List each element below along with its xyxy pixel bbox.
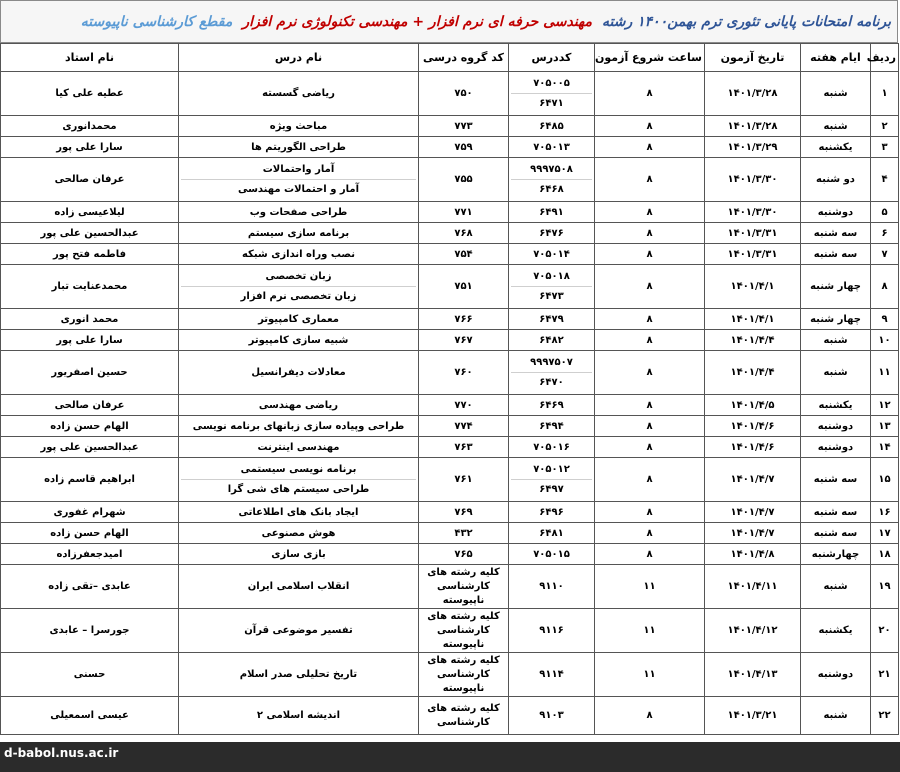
exam-date: ۱۴۰۱/۴/۴ — [705, 351, 801, 395]
exam-date: ۱۴۰۱/۳/۳۱ — [705, 223, 801, 244]
table-row — [1, 416, 899, 437]
exam-day: شنبه — [801, 697, 871, 735]
header-course: نام درس — [179, 44, 419, 72]
course-name-cell — [179, 416, 419, 437]
table-row — [1, 72, 899, 116]
exam-date: ۱۴۰۱/۴/۷ — [705, 502, 801, 523]
table-row — [1, 395, 899, 416]
course-code: ۷۰۵۰۱۴ — [533, 248, 570, 260]
course-name-cell — [179, 223, 419, 244]
group-code: ۷۷۳ — [419, 116, 509, 137]
course-code: ۶۴۶۹ — [539, 399, 564, 411]
group-code: کلیه رشته های کارشناسی ناپیوسته — [419, 653, 509, 697]
row-number: ۲۱ — [871, 653, 899, 697]
professor-name: جورسرا – عابدی — [1, 609, 179, 653]
group-code: کلیه رشته های کارشناسی ناپیوسته — [419, 565, 509, 609]
table-body — [1, 72, 899, 735]
course-name: نصب وراه اندازی شبکه — [241, 248, 356, 260]
course-name-cell — [179, 351, 419, 395]
course-name-cell — [179, 653, 419, 697]
group-code: ۷۵۰ — [419, 72, 509, 116]
exam-time: ۸ — [595, 523, 705, 544]
row-number: ۲۲ — [871, 697, 899, 735]
course-name: زبان تخصصی نرم افزار — [181, 286, 416, 306]
table-row — [1, 158, 899, 202]
table-row — [1, 697, 899, 735]
course-name: انقلاب اسلامی ایران — [247, 581, 350, 592]
group-code: کلیه رشته های کارشناسی — [419, 697, 509, 735]
professor-name: عبدالحسین علی پور — [1, 437, 179, 458]
course-code: ۶۴۹۴ — [539, 420, 564, 432]
exam-time: ۸ — [595, 502, 705, 523]
title-bar — [0, 0, 898, 43]
exam-date: ۱۴۰۱/۴/۷ — [705, 523, 801, 544]
header-row — [1, 44, 899, 72]
course-code: ۶۴۹۶ — [539, 506, 564, 518]
header-time: ساعت شروع آزمون — [595, 44, 705, 72]
exam-time: ۸ — [595, 244, 705, 265]
exam-day: چهار شنبه — [801, 265, 871, 309]
course-code-cell — [509, 351, 595, 395]
exam-date: ۱۴۰۱/۴/۱۳ — [705, 653, 801, 697]
exam-date: ۱۴۰۱/۳/۲۸ — [705, 72, 801, 116]
exam-day: دوشنبه — [801, 653, 871, 697]
course-name-cell — [179, 565, 419, 609]
exam-date: ۱۴۰۱/۴/۶ — [705, 416, 801, 437]
table-row — [1, 351, 899, 395]
row-number: ۱۸ — [871, 544, 899, 565]
course-code: ۷۰۵۰۱۳ — [533, 141, 570, 153]
header-date: تاریخ آزمون — [705, 44, 801, 72]
table-row — [1, 653, 899, 697]
course-code: ۹۱۱۴ — [539, 669, 564, 680]
course-code: ۶۴۹۱ — [539, 206, 564, 218]
exam-date: ۱۴۰۱/۳/۳۰ — [705, 202, 801, 223]
exam-day: شنبه — [801, 116, 871, 137]
exam-day: یکشنبه — [801, 609, 871, 653]
exam-date: ۱۴۰۱/۳/۲۹ — [705, 137, 801, 158]
course-code-cell — [509, 653, 595, 697]
row-number: ۲۰ — [871, 609, 899, 653]
professor-name: عبدالحسین علی پور — [1, 223, 179, 244]
course-name: هوش مصنوعی — [261, 527, 336, 539]
group-code: ۷۶۰ — [419, 351, 509, 395]
group-code: ۷۶۸ — [419, 223, 509, 244]
table-row — [1, 265, 899, 309]
row-number: ۱۳ — [871, 416, 899, 437]
row-number: ۱۲ — [871, 395, 899, 416]
exam-day: سه شنبه — [801, 502, 871, 523]
group-code: ۷۶۳ — [419, 437, 509, 458]
exam-day: دو شنبه — [801, 158, 871, 202]
professor-name: ابراهیم قاسم زاده — [1, 458, 179, 502]
exam-time: ۸ — [595, 544, 705, 565]
course-code-cell — [509, 116, 595, 137]
course-code: ۷۰۵۰۰۵ — [533, 78, 570, 89]
exam-time: ۱۱ — [595, 565, 705, 609]
professor-name: الهام حسن زاده — [1, 523, 179, 544]
header-day: ایام هفته — [801, 44, 871, 72]
course-name: آمار و احتمالات مهندسی — [181, 179, 416, 199]
row-number: ۴ — [871, 158, 899, 202]
exam-date: ۱۴۰۱/۳/۲۸ — [705, 116, 801, 137]
exam-day: سه شنبه — [801, 244, 871, 265]
table-row — [1, 523, 899, 544]
exam-date: ۱۴۰۱/۴/۱ — [705, 309, 801, 330]
exam-day: شنبه — [801, 351, 871, 395]
row-number: ۱۴ — [871, 437, 899, 458]
exam-day: یکشنبه — [801, 395, 871, 416]
group-code: ۷۶۵ — [419, 544, 509, 565]
exam-date: ۱۴۰۱/۴/۸ — [705, 544, 801, 565]
course-name: معادلات دیفرانسیل — [251, 367, 346, 378]
course-code: ۹۹۹۷۵۰۸ — [530, 164, 573, 175]
course-code-cell — [509, 330, 595, 351]
exam-day: سه شنبه — [801, 223, 871, 244]
exam-date: ۱۴۰۱/۴/۱۱ — [705, 565, 801, 609]
professor-name: فاطمه فتح پور — [1, 244, 179, 265]
course-name-cell — [179, 502, 419, 523]
course-name: طراحی صفحات وب — [249, 206, 348, 218]
professor-name: لیلاعیسی زاده — [1, 202, 179, 223]
course-code-cell — [509, 202, 595, 223]
header-professor: نام استاد — [1, 44, 179, 72]
course-name-cell — [179, 523, 419, 544]
row-number: ۵ — [871, 202, 899, 223]
course-code-cell — [509, 223, 595, 244]
course-name: شبیه سازی کامپیوتر — [248, 334, 349, 346]
exam-time: ۸ — [595, 116, 705, 137]
row-number: ۸ — [871, 265, 899, 309]
row-number: ۱ — [871, 72, 899, 116]
course-code: ۶۴۸۱ — [539, 527, 564, 539]
course-name-cell — [179, 265, 419, 309]
course-name-cell — [179, 244, 419, 265]
course-name-cell — [179, 437, 419, 458]
exam-day: شنبه — [801, 330, 871, 351]
exam-day: دوشنبه — [801, 202, 871, 223]
professor-name: محمدعنایت تبار — [1, 265, 179, 309]
table-row — [1, 116, 899, 137]
group-code: ۷۵۴ — [419, 244, 509, 265]
professor-name: محمد انوری — [1, 309, 179, 330]
professor-name: عابدی –تقی زاده — [1, 565, 179, 609]
group-code: ۷۶۷ — [419, 330, 509, 351]
course-code: ۷۰۵۰۱۲ — [533, 464, 570, 475]
exam-date: ۱۴۰۱/۳/۳۱ — [705, 244, 801, 265]
table-row — [1, 609, 899, 653]
row-number: ۱۵ — [871, 458, 899, 502]
row-number: ۶ — [871, 223, 899, 244]
course-name: تفسیر موضوعی قرآن — [244, 625, 353, 636]
course-name-cell — [179, 330, 419, 351]
exam-day: چهار شنبه — [801, 309, 871, 330]
course-name-cell — [179, 309, 419, 330]
course-name-cell — [179, 202, 419, 223]
exam-date: ۱۴۰۱/۳/۲۱ — [705, 697, 801, 735]
course-code: ۷۰۵۰۱۵ — [533, 548, 570, 560]
title-part-2: مهندسی حرفه ای نرم افزار + مهندسی تکنولوژی نرم افزار — [242, 13, 593, 30]
row-number: ۱۱ — [871, 351, 899, 395]
table-row — [1, 565, 899, 609]
group-code: ۷۵۵ — [419, 158, 509, 202]
course-code-cell — [509, 244, 595, 265]
exam-day: دوشنبه — [801, 437, 871, 458]
course-name-cell — [179, 609, 419, 653]
course-name-cell — [179, 697, 419, 735]
table-row — [1, 458, 899, 502]
group-code: ۷۶۹ — [419, 502, 509, 523]
row-number: ۱۰ — [871, 330, 899, 351]
professor-name: سارا علی پور — [1, 330, 179, 351]
table-row — [1, 202, 899, 223]
professor-name: محمدانوری — [1, 116, 179, 137]
row-number: ۱۷ — [871, 523, 899, 544]
course-code-cell — [509, 458, 595, 502]
course-name: ریاضی گسسته — [262, 88, 335, 99]
table-row — [1, 137, 899, 158]
course-name: مهندسی اینترنت — [257, 441, 340, 453]
course-code: ۹۱۰۳ — [539, 710, 564, 721]
exam-day: سه شنبه — [801, 523, 871, 544]
course-name: طراحی الگوریتم ها — [251, 141, 346, 153]
course-name-cell — [179, 72, 419, 116]
row-number: ۷ — [871, 244, 899, 265]
professor-name: الهام حسن زاده — [1, 416, 179, 437]
exam-time: ۱۱ — [595, 609, 705, 653]
course-code-cell — [509, 137, 595, 158]
exam-time: ۸ — [595, 137, 705, 158]
course-code: ۹۹۹۷۵۰۷ — [530, 357, 573, 368]
course-name-cell — [179, 458, 419, 502]
course-code: ۶۴۶۸ — [511, 179, 592, 199]
course-code: ۷۰۵۰۱۸ — [533, 271, 570, 282]
exam-time: ۸ — [595, 223, 705, 244]
course-code-cell — [509, 697, 595, 735]
table-row — [1, 244, 899, 265]
course-code: ۷۰۵۰۱۶ — [533, 441, 570, 453]
course-name: بازی سازی — [271, 548, 326, 560]
exam-date: ۱۴۰۱/۳/۳۰ — [705, 158, 801, 202]
course-name: اندیشه اسلامی ۲ — [256, 710, 341, 721]
exam-time: ۸ — [595, 72, 705, 116]
row-number: ۱۹ — [871, 565, 899, 609]
course-code: ۶۴۸۲ — [539, 334, 564, 346]
course-code: ۶۴۷۶ — [539, 227, 564, 239]
course-code: ۹۱۱۶ — [539, 625, 564, 636]
exam-date: ۱۴۰۱/۴/۷ — [705, 458, 801, 502]
professor-name: حسین اصفریور — [1, 351, 179, 395]
group-code: ۷۷۱ — [419, 202, 509, 223]
group-code: ۷۵۹ — [419, 137, 509, 158]
course-name: زبان تخصصی — [265, 271, 332, 282]
exam-day: شنبه — [801, 565, 871, 609]
table-row — [1, 223, 899, 244]
course-name: طراحی وپیاده سازی زبانهای برنامه نویسی — [192, 420, 405, 432]
exam-day: چهارشنبه — [801, 544, 871, 565]
header-group: کد گروه درسی — [419, 44, 509, 72]
title-part-3: مقطع کارشناسی ناپیوسته — [80, 13, 233, 30]
exam-time: ۸ — [595, 437, 705, 458]
exam-date: ۱۴۰۱/۴/۵ — [705, 395, 801, 416]
course-code-cell — [509, 309, 595, 330]
header-row-number: ردیف — [871, 44, 899, 72]
footer-bar — [0, 742, 900, 772]
professor-name: عرفان صالحی — [1, 158, 179, 202]
exam-time: ۸ — [595, 351, 705, 395]
course-code: ۶۴۷۹ — [539, 313, 564, 325]
exam-time: ۸ — [595, 265, 705, 309]
course-code: ۶۴۷۳ — [511, 286, 592, 306]
exam-time: ۸ — [595, 697, 705, 735]
table-row — [1, 544, 899, 565]
course-code: ۶۴۷۱ — [511, 93, 592, 113]
course-code-cell — [509, 437, 595, 458]
course-code-cell — [509, 265, 595, 309]
course-name: مباحث ویژه — [269, 120, 328, 132]
group-code: ۷۵۱ — [419, 265, 509, 309]
exam-time: ۸ — [595, 395, 705, 416]
course-code-cell — [509, 158, 595, 202]
course-code: ۶۴۹۷ — [511, 479, 592, 499]
exam-schedule-table — [0, 43, 899, 735]
professor-name: عطیه علی کیا — [1, 72, 179, 116]
table-row — [1, 437, 899, 458]
course-name: معماری کامپیوتر — [258, 313, 339, 325]
course-code: ۶۴۸۵ — [539, 120, 564, 132]
exam-day: دوشنبه — [801, 416, 871, 437]
header-code: کددرس — [509, 44, 595, 72]
row-number: ۱۶ — [871, 502, 899, 523]
table-row — [1, 330, 899, 351]
professor-name: امیدجعفرزاده — [1, 544, 179, 565]
course-name: تاریخ تحلیلی صدر اسلام — [239, 669, 358, 680]
course-name-cell — [179, 137, 419, 158]
course-name: برنامه سازی سیستم — [247, 227, 350, 239]
exam-date: ۱۴۰۱/۴/۱ — [705, 265, 801, 309]
row-number: ۳ — [871, 137, 899, 158]
exam-date: ۱۴۰۱/۴/۴ — [705, 330, 801, 351]
group-code: ۷۷۰ — [419, 395, 509, 416]
exam-time: ۸ — [595, 309, 705, 330]
table-row — [1, 502, 899, 523]
row-number: ۲ — [871, 116, 899, 137]
title-part-1: برنامه امتحانات پایانی تئوری ترم بهمن۱۴۰۰ رشته — [602, 13, 891, 30]
exam-date: ۱۴۰۱/۴/۱۲ — [705, 609, 801, 653]
professor-name: حسنی — [1, 653, 179, 697]
course-code-cell — [509, 544, 595, 565]
row-number: ۹ — [871, 309, 899, 330]
course-code: ۶۴۷۰ — [511, 372, 592, 392]
professor-name: سارا علی پور — [1, 137, 179, 158]
course-name: ایجاد بانک های اطلاعاتی — [238, 506, 359, 518]
professor-name: عرفان صالحی — [1, 395, 179, 416]
course-code-cell — [509, 72, 595, 116]
course-name: آمار واحتمالات — [262, 164, 335, 175]
course-name: طراحی سیستم های شی گرا — [181, 479, 416, 499]
group-code: ۷۶۱ — [419, 458, 509, 502]
exam-time: ۱۱ — [595, 653, 705, 697]
exam-time: ۸ — [595, 158, 705, 202]
exam-day: سه شنبه — [801, 458, 871, 502]
professor-name: شهرام غفوری — [1, 502, 179, 523]
course-code-cell — [509, 502, 595, 523]
exam-date: ۱۴۰۱/۴/۶ — [705, 437, 801, 458]
exam-time: ۸ — [595, 458, 705, 502]
group-code: ۷۷۴ — [419, 416, 509, 437]
exam-day: یکشنبه — [801, 137, 871, 158]
course-name-cell — [179, 395, 419, 416]
course-name-cell — [179, 158, 419, 202]
course-code-cell — [509, 523, 595, 544]
course-name: ریاضی مهندسی — [258, 399, 339, 411]
exam-time: ۸ — [595, 416, 705, 437]
professor-name: عیسی اسمعیلی — [1, 697, 179, 735]
exam-day: شنبه — [801, 72, 871, 116]
course-code-cell — [509, 609, 595, 653]
course-name-cell — [179, 116, 419, 137]
course-name-cell — [179, 544, 419, 565]
exam-time: ۸ — [595, 202, 705, 223]
exam-time: ۸ — [595, 330, 705, 351]
course-code: ۹۱۱۰ — [539, 581, 564, 592]
course-code-cell — [509, 395, 595, 416]
group-code: ۴۳۲ — [419, 523, 509, 544]
footer-url: d-babol.nus.ac.ir — [4, 746, 119, 760]
course-code-cell — [509, 565, 595, 609]
course-code-cell — [509, 416, 595, 437]
table-row — [1, 309, 899, 330]
group-code: کلیه رشته های کارشناسی ناپیوسته — [419, 609, 509, 653]
group-code: ۷۶۶ — [419, 309, 509, 330]
course-name: برنامه نویسی سیستمی — [240, 464, 357, 475]
